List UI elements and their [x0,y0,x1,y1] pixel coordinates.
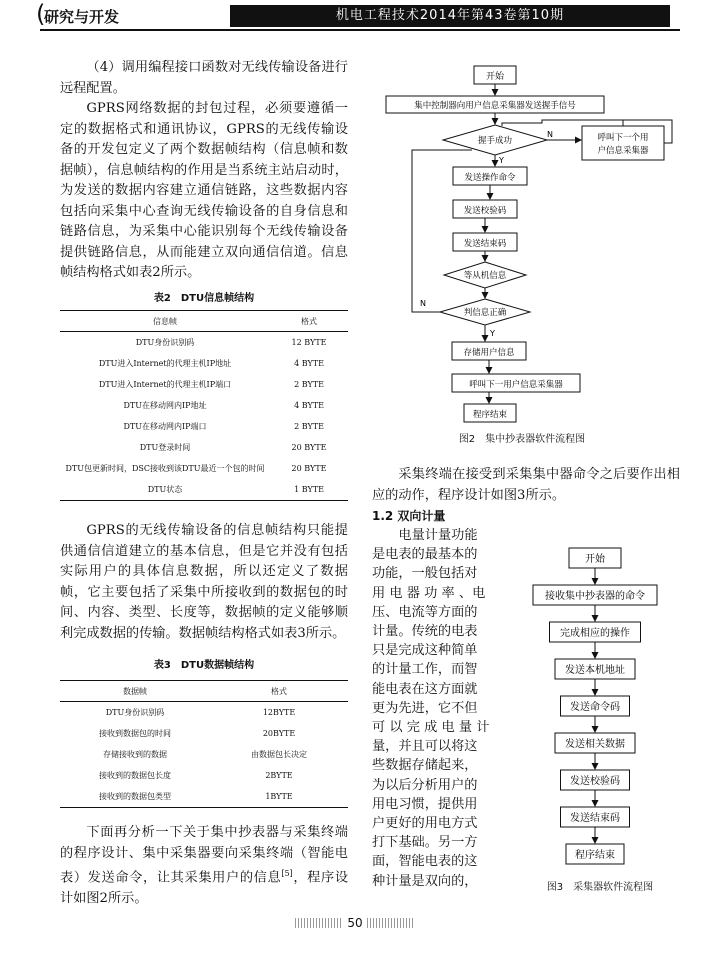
fig2-no-label-1: N [547,130,553,139]
fig2-end: 程序结束 [472,410,508,420]
text-line: 面，智能电表的这 [372,854,478,870]
header-rule [40,29,680,31]
table-row [60,458,348,479]
table-cell-field: 接收到的数据包长度 [99,771,171,780]
fig3-step-label: 发送相关数据 [565,739,625,750]
fig3-step-label: 发送结束码 [570,813,620,824]
text-line: 更为先进，它不但 [372,700,478,716]
section-heading-bidirectional: 1.2 双向计量 [372,509,446,523]
table-cell-format: 2 BYTE [294,380,324,389]
text-line: 计量。传统的电表 [372,624,478,640]
table-cell-format: 20 BYTE [291,464,327,473]
text-line: 为以后分析用户的 [372,777,478,793]
fig3-step-label: 发送本机地址 [565,665,625,676]
text-line: 是电表的最基本的 [372,547,478,563]
text-line: 用 电 器 功 率 、电 [372,585,486,601]
table-cell-format: 2BYTE [265,771,293,780]
citation-ref: [5] [281,869,293,878]
table-row [60,416,348,437]
table-row [60,786,348,808]
fig2-store: 存储用户信息 [463,348,515,358]
table-row [60,353,348,374]
section-label: ( 研究与开发 [36,0,120,28]
fig3-step-label: 发送校验码 [570,776,620,787]
table-cell-field: DTU状态 [147,485,183,494]
text-line: 户更好的用电方式 [372,816,478,832]
text-line: 功能，一般包括对 [372,566,478,582]
figure3-caption: 图3 采集器软件流程图 [546,882,654,893]
fig2-yes-label-1: Y [499,156,504,165]
figure3-flowchart [505,540,695,870]
table-cell-format: 1 BYTE [294,485,324,494]
fig3-step-label: 发送命令码 [570,702,620,713]
table-cell-field: DTU在移动网内IP地址 [123,401,207,410]
text-line: 打下基础。另一方 [372,835,478,851]
table2-header-frame: 信息帧 [60,311,270,332]
table-cell-format: 由数据包长决定 [251,750,307,759]
text-line: 量，并且可以将这 [372,739,478,755]
table3-header-format: 格式 [210,681,348,702]
table-row [60,744,348,765]
table-row [60,723,348,744]
fig2-send-end: 发送结束码 [463,239,507,249]
fig3-step-label: 接收集中抄表器的命令 [545,591,645,602]
table-cell-format: 20 BYTE [291,443,327,452]
table-cell-field: DTU身份识别码 [135,338,195,347]
table-cell-format: 12 BYTE [291,338,327,347]
table-row [60,702,348,724]
table-cell-field: DTU进入Internet的代理主机IP端口 [98,380,232,389]
table-cell-format: 4 BYTE [294,401,324,410]
text-line: 压、电流等方面的 [372,604,478,620]
text-line: 可 以 完 成 电 量 计 [372,720,490,736]
fig2-send-check: 发送校验码 [463,206,507,216]
text-line: 用电习惯，提供用 [372,796,478,812]
table-row [60,437,348,458]
paragraph-gprs-packet: GPRS网络数据的封包过程，必须要遵循一定的数据格式和通讯协议，GPRS的无线传输设备的开发包定义了两个数据帧结构（信息帧和数据帧），信息帧结构的作用是当系统主站启动时，为发送的数据内容建立通信链路，这些数据内容包括向采集中心查询无线传输设备的自身信息和链路信息，为采集中心能识别每个无线传输设备提供链路信息，从而能建立双向通信信道。信息帧结构格式如表2所示。 [60,101,348,280]
table-cell-field: 存储接收到的数据 [103,750,167,759]
table2 [60,310,348,501]
text-line: 的计量工作，而智 [372,662,478,678]
fig2-call-next-line2: 户信息采集器 [597,146,649,156]
fig2-handshake: 集中控制器向用户信息采集器发送握手信号 [414,101,576,111]
table-cell-field: DTU在移动网内IP端口 [123,422,207,431]
fig3-step-label: 开始 [585,554,605,565]
fig2-call-next-2: 呼叫下一用户信息采集器 [469,380,563,390]
fig2-decision-handshake-label: 握手成功 [477,136,513,146]
paragraph-info-frame: GPRS的无线传输设备的信息帧结构只能提供通信信道建立的基本信息，但是它并没有包括实际用户的具体信息数据，所以还定义了数据帧，它主要包括了采集中所接收到的数据包的时间、内容、类型、长度等，数据帧的定义能够顺利完成数据的传输。数据帧结构格式如表3所示。 [60,523,348,641]
table2-header-format: 格式 [270,311,348,332]
journal-banner: 机电工程技术2014年第43卷第10期 [230,5,670,27]
table-row [60,395,348,416]
table-cell-format: 1BYTE [265,792,293,801]
fig2-yes-label-2: Y [490,329,495,338]
fig2-decision-verify-label: 判信息正确 [463,308,507,318]
text-line: 种计量是双向的， [372,873,478,889]
text-line: 能电表在这方面就 [372,681,478,697]
figure2-caption: 图2 集中抄表器软件流程图 [458,434,586,445]
paragraph-terminal: 采集终端在接受到采集集中器命令之后要作出相应的动作，程序设计如图3所示。 [372,467,680,503]
table3-header-frame: 数据帧 [60,681,210,702]
table-row [60,332,348,354]
table-row [60,765,348,786]
fig2-call-next-line1: 呼叫下一个用 [597,133,649,143]
table-cell-field: 接收到数据包的时间 [99,729,171,738]
fig2-decision-wait-label: 等从机信息 [463,271,507,281]
table-row [60,479,348,501]
page-number: 50 [295,914,415,932]
text-line: 只是完成这种简单 [372,643,478,659]
table2-caption: 表2 DTU信息帧结构 [153,293,255,304]
fig3-step-label: 程序结束 [575,850,615,861]
table-cell-format: 2 BYTE [294,422,324,431]
table-row [60,374,348,395]
fig2-no-label-2: N [420,299,426,308]
fig2-send-cmd: 发送操作命令 [464,173,516,183]
table-cell-format: 20BYTE [262,729,296,738]
table-cell-field: 接收到的数据包类型 [99,792,171,801]
text-line: 电量计量功能 [398,528,478,543]
table-cell-field: DTU登录时间 [139,443,191,452]
table3-caption: 表3 DTU数据帧结构 [153,660,255,671]
paragraph-remote-config: （4）调用编程接口函数对无线传输设备进行远程配置。 [60,60,348,96]
table-cell-field: DTU进入Internet的代理主机IP地址 [98,359,232,368]
figure2-flowchart [372,58,692,426]
table3 [60,680,348,808]
table-cell-format: 12BYTE [262,708,296,717]
fig3-step-label: 完成相应的操作 [560,628,630,639]
paragraph-program-design: 下面再分析一下关于集中抄表器与采集终端的程序设计、集中采集器要向采集终端（智能电表）发送命令，让其采集用户的信息[5]，程序设计如图2所示。 [60,825,349,906]
table-cell-format: 4 BYTE [294,359,324,368]
fig2-start: 开始 [485,72,505,82]
paragraph-metering [372,526,494,891]
table-cell-field: DTU身份识别码 [105,708,165,717]
table-cell-field: DTU包更新时间，DSC接收到该DTU最近一个包的时间 [65,464,265,473]
text-line: 些数据存储起来， [372,758,478,774]
